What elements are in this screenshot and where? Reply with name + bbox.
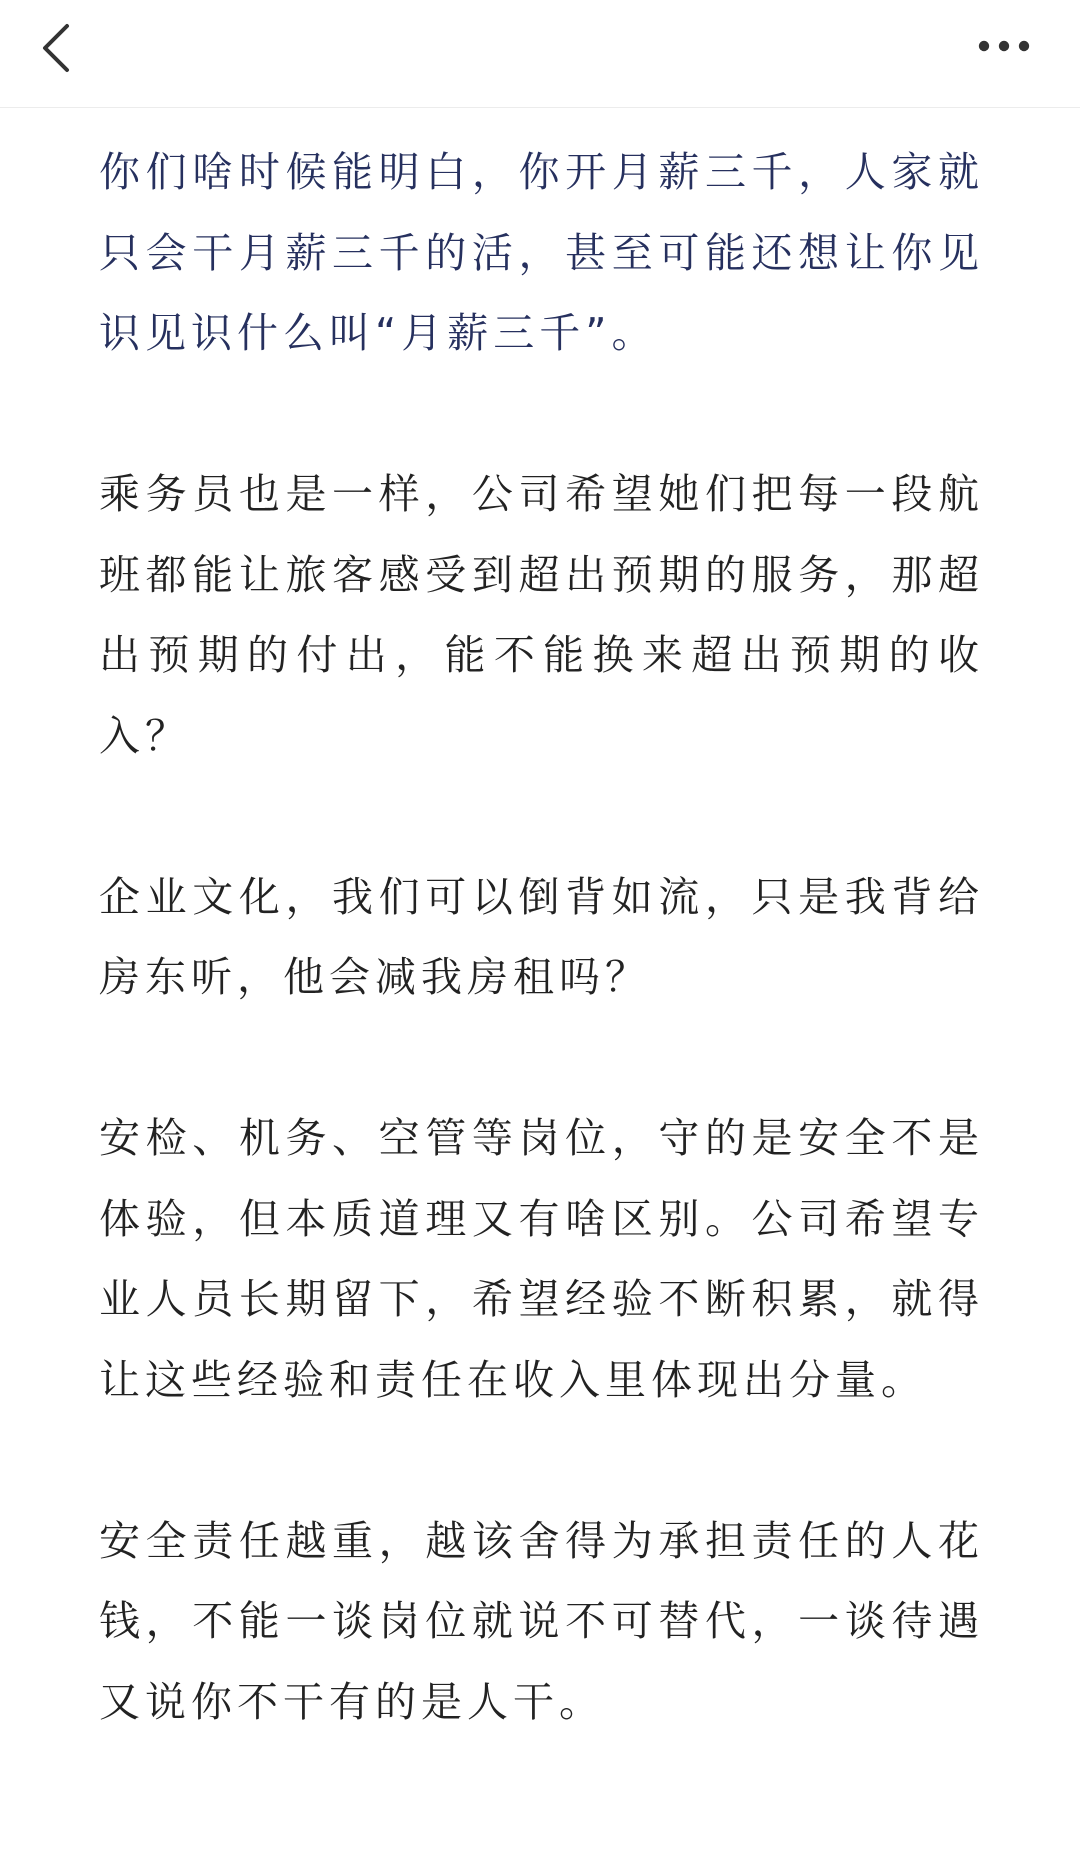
- more-options-button[interactable]: [968, 18, 1040, 74]
- chevron-left-icon: [41, 23, 71, 73]
- back-button[interactable]: [26, 14, 86, 82]
- article-paragraph-1: 你们啥时候能明白，你开月薪三千，人家就只会干月薪三千的活，甚至可能还想让你见识见识什么叫“月薪三千”。: [99, 148, 984, 357]
- article-paragraph-5: 安全责任越重，越该舍得为承担责任的人花钱，不能一谈岗位就说不可替代，一谈待遇又说你不干有的是人干。: [99, 1516, 984, 1726]
- article-paragraph-3: 企业文化，我们可以倒背如流，只是我背给房东听，他会减我房租吗？: [99, 872, 984, 1001]
- top-nav-bar: [0, 0, 1080, 108]
- article-paragraph-4: 安检、机务、空管等岗位，守的是安全不是体验，但本质道理又有啥区别。公司希望专业人员长期留下，希望经验不断积累，就得让这些经验和责任在收入里体现出分量。: [99, 1114, 984, 1404]
- article-body: [99, 132, 984, 1823]
- article-paragraph-2: 乘务员也是一样，公司希望她们把每一段航班都能让旅客感受到超出预期的服务，那超出预期的付出，能不能换来超出预期的收入？: [99, 470, 984, 760]
- more-horizontal-icon: [978, 40, 1030, 52]
